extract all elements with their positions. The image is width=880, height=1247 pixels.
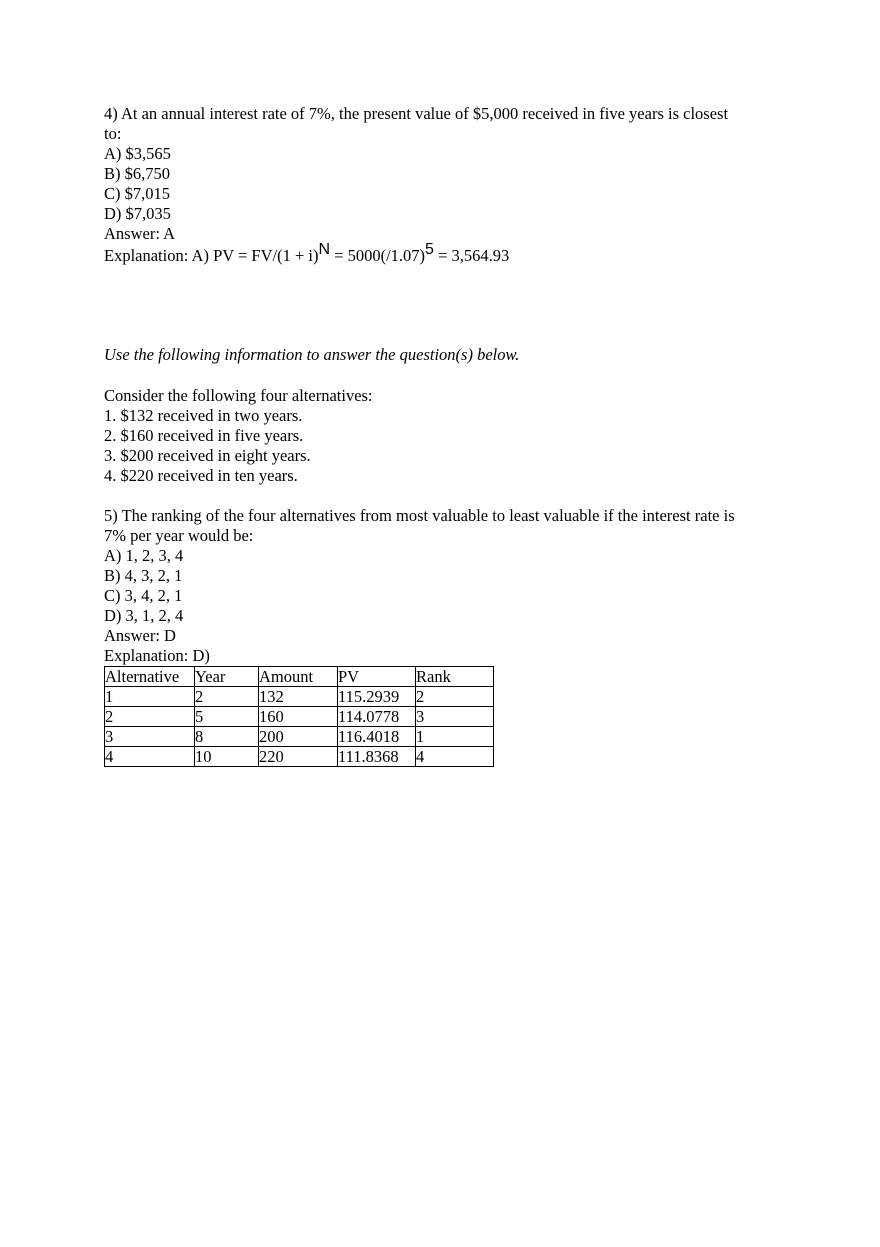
question-4-option-d: D) $7,035 (104, 204, 171, 223)
explanation-prefix: Explanation: A) PV = FV/(1 + i) (104, 246, 319, 265)
header-amount: Amount (259, 667, 338, 687)
cell-alternative: 2 (105, 707, 195, 727)
question-5-option-b: B) 4, 3, 2, 1 (104, 566, 183, 585)
exponent-5: 5 (425, 240, 434, 258)
alternatives-list (104, 386, 373, 486)
question-5-answer: Answer: D (104, 626, 176, 645)
question-4-option-a: A) $3,565 (104, 144, 171, 163)
explanation-table (104, 666, 494, 767)
list-item: 1. $132 received in two years. (104, 406, 303, 425)
exponent-n: N (318, 240, 331, 258)
info-instruction: Use the following information to answer the question(s) below. (104, 345, 520, 364)
cell-pv: 116.4018 (338, 727, 416, 747)
document-page (104, 104, 784, 766)
alternatives-heading: Consider the following four alternatives: (104, 386, 373, 405)
cell-year: 8 (195, 727, 259, 747)
question-5-option-d: D) 3, 1, 2, 4 (104, 606, 184, 625)
table-row (105, 727, 494, 747)
question-5-text-line2: 7% per year would be: (104, 526, 254, 545)
header-rank: Rank (416, 667, 494, 687)
question-4-option-c: C) $7,015 (104, 184, 170, 203)
cell-alternative: 4 (105, 747, 195, 767)
question-5-explanation: Explanation: D) (104, 646, 210, 665)
explanation-mid: = 5000(/1.07) (330, 246, 426, 265)
list-item: 3. $200 received in eight years. (104, 446, 311, 465)
table-row (105, 747, 494, 767)
question-4-option-b: B) $6,750 (104, 164, 170, 183)
question-4-answer: Answer: A (104, 224, 176, 243)
header-pv: PV (338, 667, 416, 687)
cell-alternative: 1 (105, 687, 195, 707)
table-row (105, 707, 494, 727)
question-5 (104, 506, 774, 767)
header-year: Year (195, 667, 259, 687)
list-item: 4. $220 received in ten years. (104, 466, 298, 485)
cell-year: 2 (195, 687, 259, 707)
table-header-row (105, 667, 494, 687)
cell-rank: 3 (416, 707, 494, 727)
cell-amount: 160 (259, 707, 338, 727)
cell-alternative: 3 (105, 727, 195, 747)
question-5-option-a: A) 1, 2, 3, 4 (104, 546, 184, 565)
cell-pv: 115.2939 (338, 687, 416, 707)
cell-amount: 132 (259, 687, 338, 707)
cell-amount: 220 (259, 747, 338, 767)
cell-year: 5 (195, 707, 259, 727)
question-5-option-c: C) 3, 4, 2, 1 (104, 586, 183, 605)
header-alternative: Alternative (105, 667, 195, 687)
question-4-text-line1: 4) At an annual interest rate of 7%, the present value of $5,000 received in five years is closest (104, 104, 729, 123)
question-4 (104, 104, 784, 266)
table-row (105, 687, 494, 707)
cell-year: 10 (195, 747, 259, 767)
question-4-text-line2: to: (104, 124, 122, 143)
list-item: 2. $160 received in five years. (104, 426, 304, 445)
question-5-text-line1: 5) The ranking of the four alternatives from most valuable to least valuable if the interest rate is (104, 506, 735, 525)
cell-rank: 2 (416, 687, 494, 707)
explanation-suffix: = 3,564.93 (433, 246, 510, 265)
cell-rank: 1 (416, 727, 494, 747)
cell-amount: 200 (259, 727, 338, 747)
cell-rank: 4 (416, 747, 494, 767)
cell-pv: 114.0778 (338, 707, 416, 727)
cell-pv: 111.8368 (338, 747, 416, 767)
question-4-explanation (104, 240, 784, 266)
